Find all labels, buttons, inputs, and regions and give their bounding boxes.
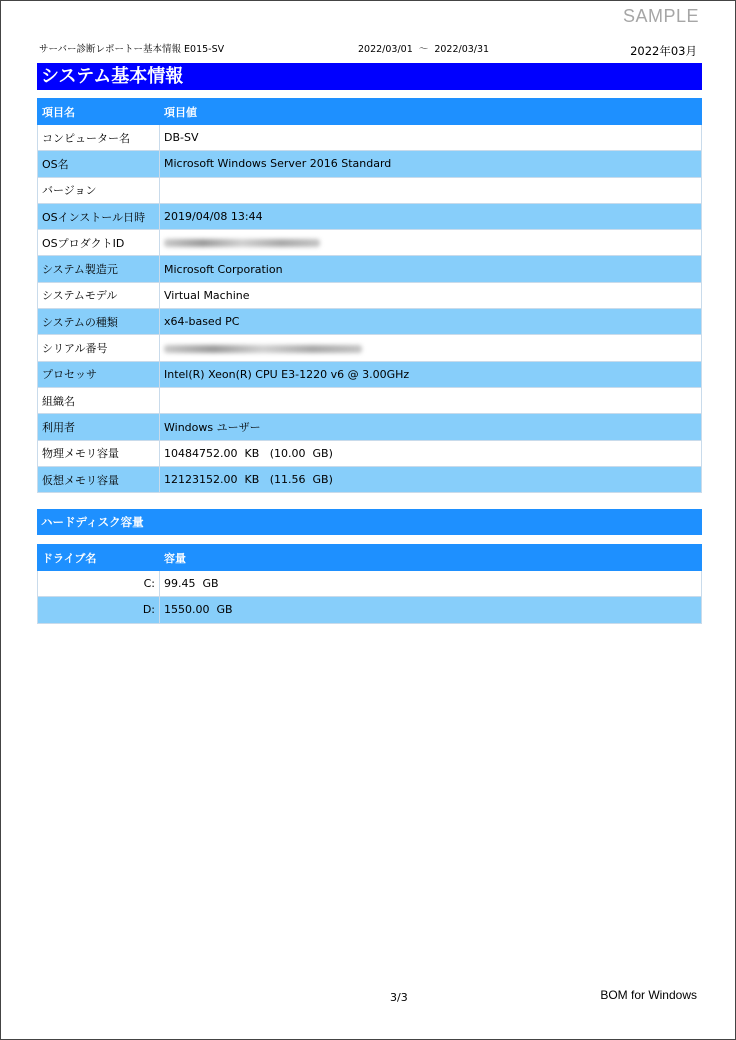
- row-label: OSプロダクトID: [38, 230, 160, 256]
- report-period: 2022/03/01 ～ 2022/03/31: [358, 44, 490, 55]
- row-value-redacted: [160, 335, 702, 361]
- row-label: 利用者: [38, 414, 160, 440]
- row-label: コンピューター名: [38, 125, 160, 151]
- row-label: シリアル番号: [38, 335, 160, 361]
- row-label: OS名: [38, 151, 160, 177]
- table-row: [38, 256, 702, 282]
- row-value: [160, 387, 702, 413]
- table-row: [38, 466, 702, 492]
- row-label: システム製造元: [38, 256, 160, 282]
- drive-capacity: 1550.00 GB: [160, 597, 702, 623]
- row-value: Intel(R) Xeon(R) CPU E3-1220 v6 @ 3.00GHz: [160, 361, 702, 387]
- row-value: Virtual Machine: [160, 282, 702, 308]
- table-row: [38, 177, 702, 203]
- column-header-item-name: 項目名: [38, 99, 160, 125]
- row-label: 組織名: [38, 387, 160, 413]
- redacted-product-id: [164, 239, 320, 247]
- table-row: [38, 125, 702, 151]
- column-header-item-value: 項目値: [160, 99, 702, 125]
- table-row: [38, 597, 702, 623]
- row-value: [160, 177, 702, 203]
- table-row: [38, 387, 702, 413]
- row-value-redacted: [160, 230, 702, 256]
- table-row: [38, 282, 702, 308]
- table-row: [38, 414, 702, 440]
- table-row: [38, 151, 702, 177]
- row-label: OSインストール日時: [38, 203, 160, 229]
- column-header-drive: ドライブ名: [38, 545, 160, 571]
- system-info-table: [37, 98, 702, 493]
- hard-disk-table: [37, 544, 702, 624]
- page-number: 3/3: [390, 991, 408, 1004]
- hard-disk-title: ハードディスク容量: [37, 509, 702, 535]
- row-value: Microsoft Windows Server 2016 Standard: [160, 151, 702, 177]
- row-label: 仮想メモリ容量: [38, 466, 160, 492]
- table-row: [38, 203, 702, 229]
- row-label: システムの種類: [38, 309, 160, 335]
- table-row: [38, 440, 702, 466]
- row-value: Windows ユーザー: [160, 414, 702, 440]
- table-header-row: [38, 545, 702, 571]
- drive-label: C:: [38, 571, 160, 597]
- row-value: DB-SV: [160, 125, 702, 151]
- report-month: 2022年03月: [630, 44, 697, 58]
- row-value: x64-based PC: [160, 309, 702, 335]
- watermark: SAMPLE: [622, 6, 699, 26]
- redacted-serial-number: [164, 345, 362, 353]
- table-header-row: [38, 99, 702, 125]
- row-label: プロセッサ: [38, 361, 160, 387]
- table-row: [38, 230, 702, 256]
- column-header-capacity: 容量: [160, 545, 702, 571]
- row-label: 物理メモリ容量: [38, 440, 160, 466]
- drive-capacity: 99.45 GB: [160, 571, 702, 597]
- system-info-title: システム基本情報: [37, 63, 702, 90]
- report-title: サーバー診断レポートー基本情報 E015-SV: [39, 44, 225, 55]
- drive-label: D:: [38, 597, 160, 623]
- row-label: システムモデル: [38, 282, 160, 308]
- table-row: [38, 335, 702, 361]
- row-value: 12123152.00 KB (11.56 GB): [160, 466, 702, 492]
- table-row: [38, 309, 702, 335]
- brand-name: BOM for Windows: [600, 988, 697, 1002]
- row-value: 10484752.00 KB (10.00 GB): [160, 440, 702, 466]
- table-row: [38, 571, 702, 597]
- row-value: Microsoft Corporation: [160, 256, 702, 282]
- row-label: バージョン: [38, 177, 160, 203]
- table-row: [38, 361, 702, 387]
- row-value: 2019/04/08 13:44: [160, 203, 702, 229]
